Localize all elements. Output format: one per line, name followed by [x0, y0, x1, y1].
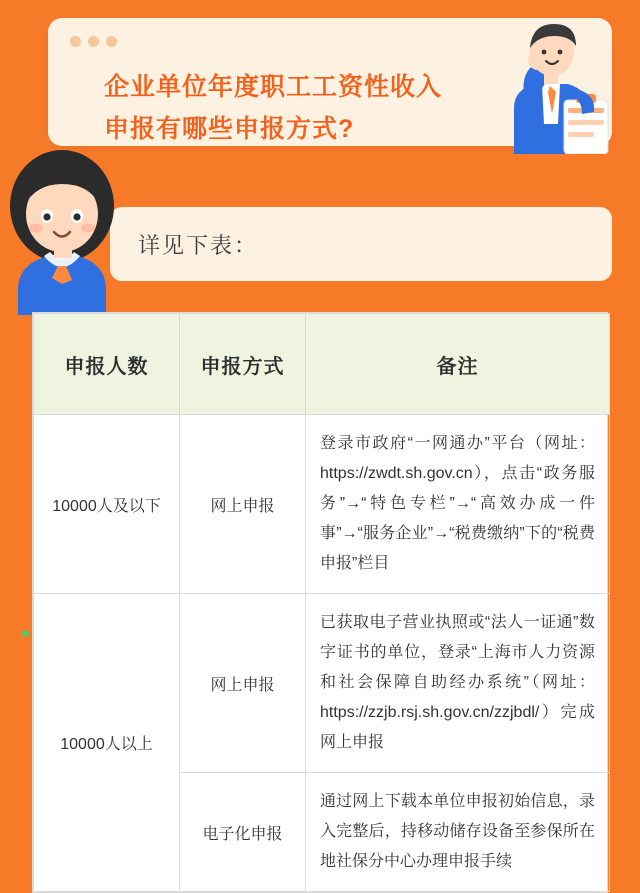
cell-remark: 登录市政府“一网通办”平台（网址：https://zwdt.sh.gov.cn），点击“政务服务”→“特色专栏”→“高效办成一件事”→“服务企业”→“税费缴纳”下的“税费申报”栏目: [306, 415, 610, 594]
girl-avatar-icon: [0, 140, 132, 315]
dot-2: [88, 36, 99, 47]
column-header-count: 申报人数: [34, 314, 180, 415]
dot-1: [70, 36, 81, 47]
dot-3: [106, 36, 117, 47]
info-table: [32, 312, 608, 893]
decorative-dot: [22, 630, 29, 637]
cell-count: 10000人以上: [34, 594, 180, 892]
cell-remark: 通过网上下载本单位申报初始信息，录入完整后，持移动储存设备至参保所在地社保分中心办理申报手续: [306, 773, 610, 892]
subtitle-text: 详见下表：: [138, 233, 259, 258]
table-row: [34, 415, 610, 594]
page-title-line-1: 企业单位年度职工工资性收入: [104, 73, 443, 101]
page-title: [104, 66, 524, 150]
table-row: [34, 594, 610, 773]
subtitle-card: [110, 207, 612, 281]
table-header-row: [34, 314, 610, 415]
cell-method: 网上申报: [180, 594, 306, 773]
column-header-remark: 备注: [306, 314, 610, 415]
column-header-method: 申报方式: [180, 314, 306, 415]
cell-remark: 已获取电子营业执照或“法人一证通”数字证书的单位，登录“上海市人力资源和社会保障自助经办系统”（网址： https://zzjb.rsj.sh.gov.cn/zzjbdl/）完成网上申报: [306, 594, 610, 773]
cell-method: 电子化申报: [180, 773, 306, 892]
cell-count: 10000人及以下: [34, 415, 180, 594]
cell-method: 网上申报: [180, 415, 306, 594]
man-pointing-icon: [468, 4, 618, 154]
page-title-line-2: 申报有哪些申报方式?: [104, 115, 355, 143]
window-dots: [70, 36, 117, 47]
